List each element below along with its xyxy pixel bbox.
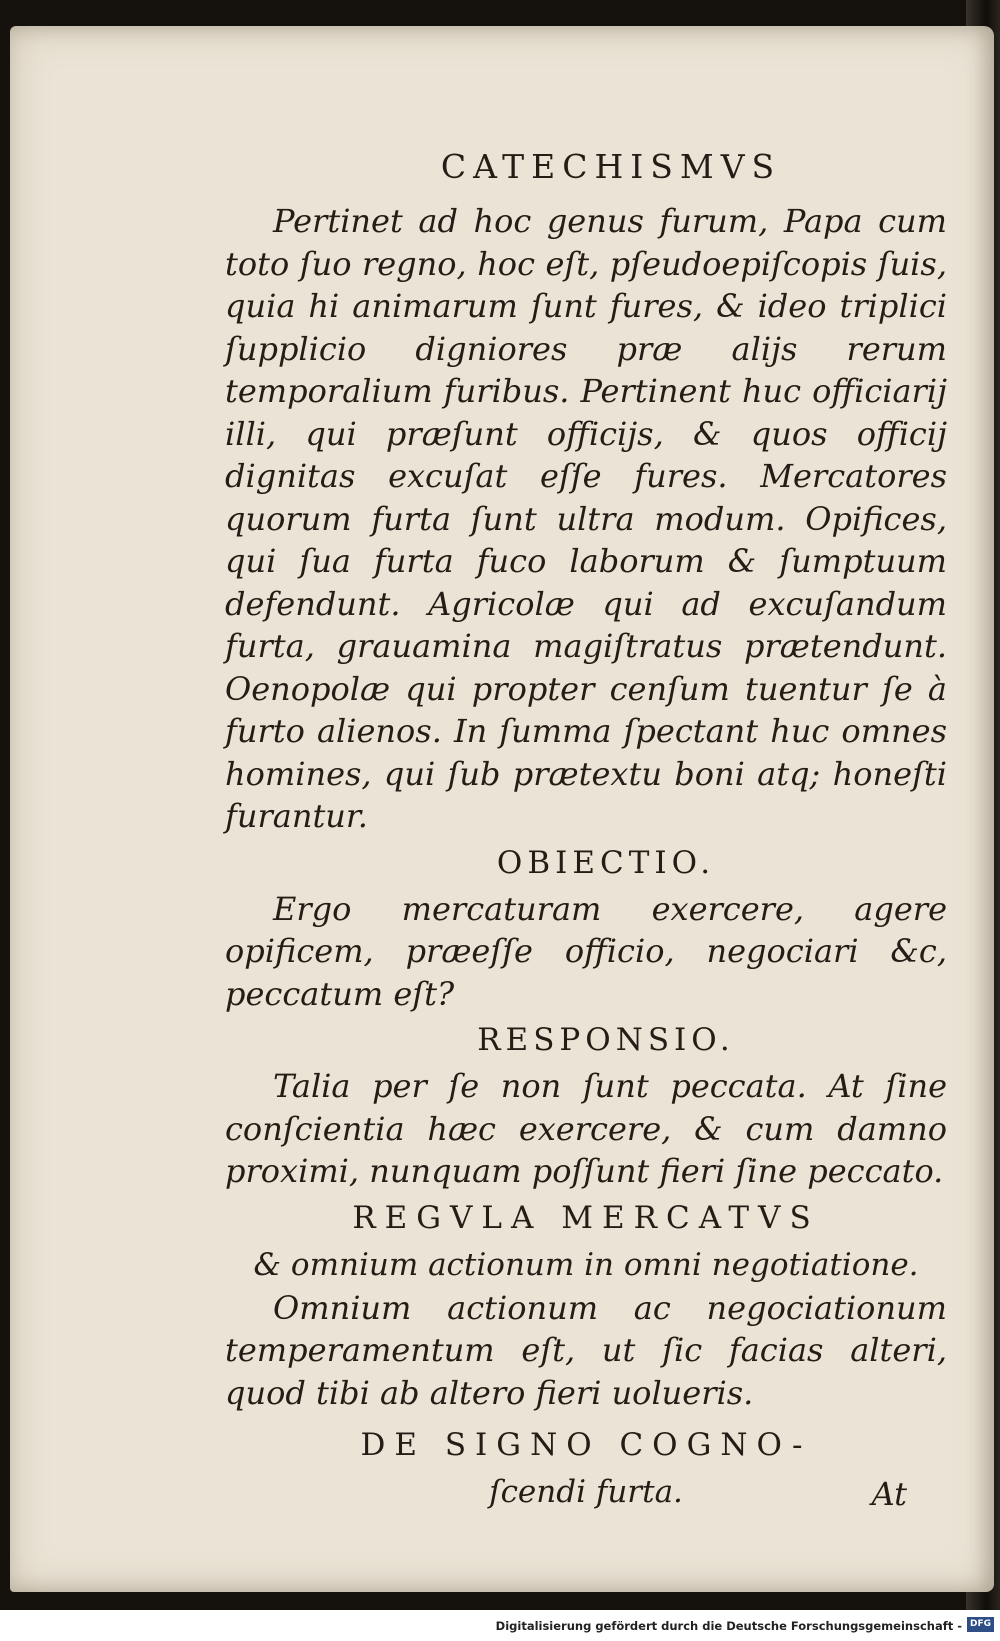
heading-obiectio: OBIECTIO. xyxy=(496,844,716,881)
book-page xyxy=(10,26,994,1592)
paragraph-furum: Pertinet ad hoc genus furum, Papa cum toto ſuo regno, hoc eſt, pſeudoepiſcopis ſuis, quia hi animarum ſunt fures, & ideo triplici ſupplicio digniores præ alijs rerum temporalium furibus. Pertinent huc officiarij illi, qui præſunt officijs, & quos officij dignitas excuſat eſſe fures. Mercatores quorum furta ſunt ultra modum. Opifices, qui ſua furta fuco laborum & ſumptuum defendunt. Agricolæ qui ad excuſandum furta, grauamina magiſtratus prætendunt. Oenopolæ qui propter cenſum tuentur ſe à furto alienos. In ſumma ſpectant huc omnes homines, qui ſub prætextu boni atq; honeſti furantur. xyxy=(225,202,947,835)
footer-credit-text: Digitalisierung gefördert durch die Deutsche Forschungsgemeinschaft - xyxy=(495,1619,962,1633)
heading-de-signo: DE SIGNO COGNO- xyxy=(360,1427,812,1463)
catchword-line xyxy=(225,1470,947,1518)
dfg-logo-icon: DFG xyxy=(967,1617,994,1632)
heading-responsio: RESPONSIO. xyxy=(477,1022,735,1058)
running-head: CATECHISMVS xyxy=(440,147,782,186)
paragraph-responsio: Talia per ſe non ſunt peccata. At ſine conſcientia hæc exercere, & cum damno proximi, nunquam poſſunt fieri ſine peccato. xyxy=(225,1067,947,1190)
catchword: At xyxy=(871,1475,907,1513)
subheading-regula: & omnium actionum in omni negotiatione. xyxy=(253,1246,919,1283)
heading-regula-mercatus: REGVLA MERCATVS xyxy=(352,1199,820,1236)
subheading-signo: ſcendi furta. xyxy=(489,1474,683,1510)
paragraph-obiectio: Ergo mercaturam exercere, agere opificem, præeſſe officio, negociari &c, peccatum eſt? xyxy=(225,889,947,1013)
paragraph-regula: Omnium actionum ac negociationum temperamentum eſt, ut ſic facias alteri, quod tibi ab altero fieri uolueris. xyxy=(225,1288,947,1412)
text-block xyxy=(225,138,947,1518)
digitization-footer xyxy=(0,1610,1000,1641)
